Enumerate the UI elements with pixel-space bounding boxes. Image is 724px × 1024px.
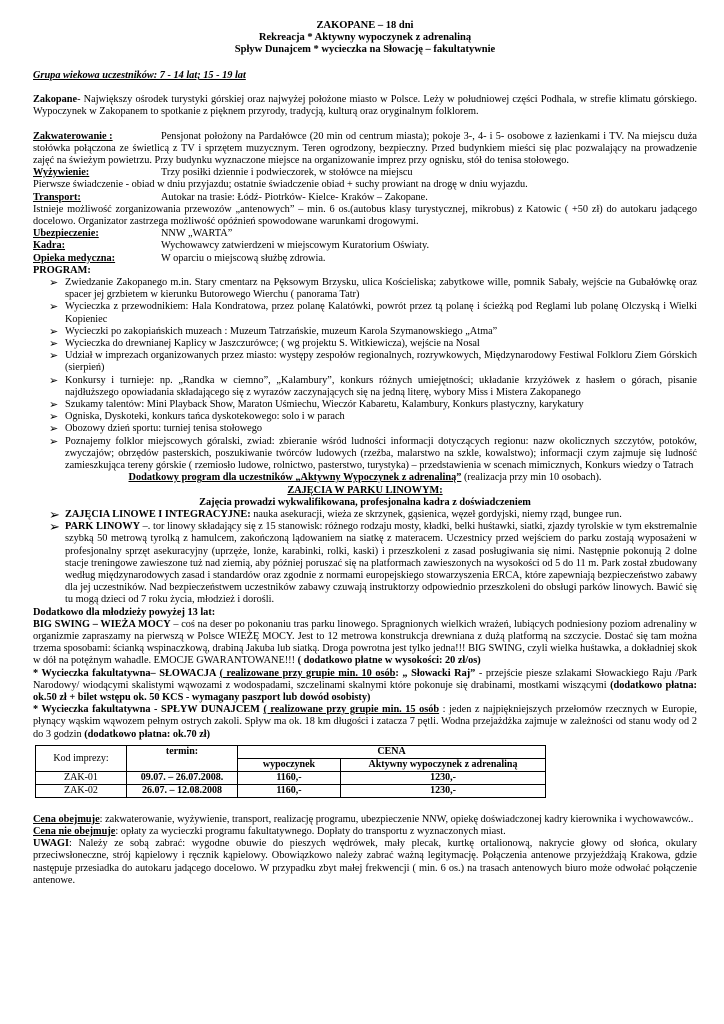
price-excludes: Cena nie obejmuje: opłaty za wycieczki programu fakultatywnego. Dopłaty do transportu z wyznaczonych miast. xyxy=(33,825,506,837)
transport-text: Autokar na trasie: Łódź- Piotrków- Kielce- Kraków – Zakopane. xyxy=(161,191,428,203)
arrow-bullet-icon: ➢ xyxy=(49,277,59,290)
list-item: ➢ ZAJĘCIA LINOWE I INTEGRACYJNE: nauka asekuracji, wieża ze skrzynek, gąsienica, węzeł gordyjski, niemy rząd, bungee run. xyxy=(49,506,622,522)
insurance-row xyxy=(33,228,697,240)
transport-label: Transport: xyxy=(33,191,81,203)
arrow-bullet-icon: ➢ xyxy=(49,350,59,363)
table-header-row xyxy=(36,745,546,758)
program-label: PROGRAM: xyxy=(33,264,91,276)
arrow-bullet-icon: ➢ xyxy=(49,519,60,535)
medical-row xyxy=(33,253,697,265)
insurance-label: Ubezpieczenie: xyxy=(33,228,99,240)
intro-paragraph xyxy=(33,94,697,118)
col-term-header: termin: xyxy=(127,745,238,771)
age-group: Grupa wiekowa uczestników: 7 - 14 lat; 15 - 19 lat xyxy=(33,70,246,81)
arrow-bullet-icon: ➢ xyxy=(49,435,59,448)
arrow-bullet-icon: ➢ xyxy=(49,325,59,338)
food-text: Trzy posiłki dziennie i podwieczorek, w stołówce na miejscu xyxy=(161,167,413,179)
intro-text: - Największy ośrodek turystyki górskiej oraz najwyżej położone miasto w Polsce. Leży w południowej części Podhala, w strefie klimatu górskiego. Wypoczynek w Zakopanem to spotkanie z pięknem przyrody, tradycją, kulturą oraz oryginalnym folklorem. xyxy=(33,94,697,118)
food-label: Wyżywienie: xyxy=(33,167,90,179)
accommodation-label: Zakwaterowanie : xyxy=(33,130,113,142)
page-title: ZAKOPANE – 18 dni xyxy=(316,20,414,31)
arrow-bullet-icon: ➢ xyxy=(49,301,59,314)
list-item: ➢ Szukamy talentów: Mini Playback Show, Maraton Uśmiechu, Wieczór Kabaretu, Kalambury, Konkurs plastyczny, karykatury xyxy=(49,399,584,412)
extra-program-line xyxy=(33,472,697,484)
list-item: ➢ Poznajemy folklor miejscowych góralski, zwiad: zbieranie wśród ludności informacji dotyczących regionu: nazw okolicznych szczytów, potoków, zwyczajów; obrzędów pasterskich, poszukiwanie twórców ludowych (rzeźba, malarstwo na szkle, kowalstwo); informacji czym zajmuje się ludność zamieszkująca tereny górskie ( rzemiosło ludowe, rolnictwo, pasterstwo, turystyka) – przedstawienia w scenach mimicznych, Konkurs wiedzy o Tatrach xyxy=(49,435,697,472)
rope-park-title: ZAJĘCIA W PARKU LINOWYM: xyxy=(287,484,443,496)
bigswing-paragraph: BIG SWING – WIEŻA MOCY – coś na deser po pokonaniu tras parku linowego. Spragnionych wielkich wrażeń, lubiących podniesiony poziom adrenaliny w organizmie zapraszamy na pierwszą w Polsce WIEŻĘ MOCY. Jest to 12 metrowa konstrukcja drewniana z dużą platformą na szczycie. Dostać się tam można trzema sposobami: ścianką wspinaczkową, drabiną Jakuba lub siatką. Droga powrotna jest tylko jedna!!! BIG SWING, czyli wielka huśtawka, a dokładniej skok w dół na potężnym wahadle. EMOCJE GWARANTOWANE!!! ( dodatkowo płatne w wysokości: 20 zł/os) xyxy=(33,618,697,667)
page-subtitle-2: Spływ Dunajcem * wycieczka na Słowację – fakultatywnie xyxy=(234,44,496,55)
price-table xyxy=(35,745,546,798)
list-item: ➢ Zwiedzanie Zakopanego m.in. Stary cmentarz na Pęksowym Brzysku, ulica Kościeliska; zabytkowe wille, pomnik Sabały, wejście na Gubałówkę oraz spacer jej grzbietem w kierunku Butorowego Wierchu ( panorama Tatr) xyxy=(49,277,697,301)
rafting-paragraph: * Wycieczka fakultatywna - SPŁYW DUNAJCEM ( realizowane przy grupie min. 15 osób : jeden z najpiękniejszych przełomów rzecznych w Europie, płynący wąskim wąwozem pełnym ostrych zakoli. Spływ ma ok. 18 km długości i zatacza 7 pętli. Wodna przejażdżka zajmuje w zależności od stanu wody od 2 do 3 godzin (dodatkowo płatna: ok.70 zł) xyxy=(33,704,697,740)
food-row xyxy=(33,167,697,179)
arrow-bullet-icon: ➢ xyxy=(49,411,59,424)
arrow-bullet-icon: ➢ xyxy=(49,423,59,436)
col-price-header: CENA xyxy=(238,745,546,758)
rope-park-list xyxy=(33,506,697,607)
accommodation-section xyxy=(33,131,697,168)
accommodation-text: Pensjonat położony na Pardałówce (20 min od centrum miasta); pokoje 3-, 4- i 5- osobowe z łazienkami i TV. Na miejscu duża stołówka połączona ze świetlicą z TV i sprzętem muzycznym. Teren ogrodzony, bezpieczny. Przed budynkiem mieści się plac pozwalający na prowadzenie zajęć na świeżym powietrzu. Przy budynku wyznaczone miejsce na organizowanie imprez przy ognisku, stół do tenisa stołowego. xyxy=(33,130,697,167)
rope-park-subtitle: Zajęcia prowadzi wykwalifikowana, profesjonalna kadra z doświadczeniem xyxy=(199,496,531,508)
staff-text: Wychowawcy zatwierdzeni w miejscowym Kuratorium Oświaty. xyxy=(161,240,430,252)
col-active-header: Aktywny wypoczynek z adrenaliną xyxy=(341,758,546,771)
slovakia-paragraph: * Wycieczka fakultatywna– SŁOWACJA ( realizowane przy grupie min. 10 osób: „ Słowacki Raj” - przejście piesze szlakami Słowackiego Raju /Park Narodowy/ wiodącymi skalistymi wąwozami z wodospadami, szczelinami skalnymi które pokonuje się drabinami, mostkami wiszącymi (dodatkowo płatna: ok.50 zł + bilet wstępu ok. 50 KCS - wymagany paszport lub dowód osobisty) xyxy=(33,667,697,703)
col-rest-header: wypoczynek xyxy=(238,758,341,771)
document-page xyxy=(33,20,697,887)
list-item: ➢ Wycieczki po zakopiańskich muzeach : Muzeum Tatrzańskie, muzeum Karola Szymanowskiego „Atma” xyxy=(49,325,498,338)
list-item: ➢ PARK LINOWY –. tor linowy składający się z 15 stanowisk: różnego rodzaju mosty, kładki, belki huśtawki, siatki, zjazdy tyrolskie w tym ekstremalnie szybką 50 metrową tyrolką z hamulcem, zakończoną lądowaniem na siatkę z materacem. Uczestnicy przed wejściem do parku zostają wyposażeni w profesjonalny sprzęt asekuracyjny (uprzęże, lonże, karabinki, rolki, kaski) i przeszkoleni z zasad posługiwania się nimi. Następnie pokonują 2 dolne stacje treningowe zawieszone tuż nad ziemią, aby później poruszać się na platformach zawieszonych na wysokości od 5 do 11 m. Park został zbudowany według międzynarodowych zasad i standardów oraz zgodnie z normami europejskiego stowarzyszenia ERCA, które zapewniają bezpieczeństwo zabawy dla jej uczestników. Nad bezpieczeństwem uczestników zabawy czuwają instruktorzy odpowiednio przeszkoleni do obsługi parków linowych. Bawić się tu mogą dzieci od 7 roku życia, młodzież i dorośli. xyxy=(49,519,697,606)
insurance-text: NNW „WARTA” xyxy=(161,228,233,240)
medical-label: Opieka medyczna: xyxy=(33,252,116,264)
list-item: ➢ Obozowy dzień sportu: turniej tenisa stołowego xyxy=(49,423,263,436)
notes: UWAGI: Należy ze sobą zabrać: wygodne obuwie do pieszych wędrówek, mały plecak, kurtkę ortalionową, nakrycie głowy od słońca, okulary przeciwsłoneczne, strój kąpielowy i ręcznik kąpielowy. Obowiązkowo należy zabrać ważną legitymację. Połączenia antenowe przyjeżdżają Krakowa, gdzie następuje przesiadka do autokaru jadącego docelowo. W przypadku zbyt małej frekwencji ( min. 6 os.) na trasach antenowych biuro może odwołać połączenie antenowe. xyxy=(33,838,697,886)
list-item: ➢ Udział w imprezach organizowanych przez miasto: występy zespołów regionalnych, rozrywkowych, Międzynarodowy Festiwal Folkloru Ziem Górskich (sierpień) xyxy=(49,350,697,374)
extra-program-note: (realizacja przy min 10 osobach). xyxy=(461,472,602,484)
staff-row xyxy=(33,240,697,252)
arrow-bullet-icon: ➢ xyxy=(49,338,59,351)
transport-text-2: Istnieje możliwość zorganizowania przewozów „antenowych” – min. 6 os.(autobus klasy turystycznej, mikrobus) z Katowic ( +50 zł) do autokaru jadącego docelowo. Organizator zastrzega możliwość opóźnień spowodowane warunkami drogowymi. xyxy=(33,203,697,228)
extra-program-title: Dodatkowy program dla uczestników „Aktywny Wypoczynek z adrenaliną” xyxy=(128,472,462,484)
transport-row xyxy=(33,192,697,204)
food-text-2: Pierwsze świadczenie - obiad w dniu przyjazdu; ostatnie świadczenie obiad + suchy prowiant na drogę w dniu wyjazdu. xyxy=(33,179,528,191)
arrow-bullet-icon: ➢ xyxy=(49,399,59,412)
col-code-header: Kod imprezy: xyxy=(36,745,127,771)
list-item: ➢ Ogniska, Dyskoteki, konkurs tańca dyskotekowego: solo i w parach xyxy=(49,411,345,424)
arrow-bullet-icon: ➢ xyxy=(49,374,59,387)
table-row: ZAK-02 26.07. – 12.08.2008 1160,- 1230,- xyxy=(36,784,546,797)
arrow-bullet-icon: ➢ xyxy=(49,506,60,522)
program-list xyxy=(33,277,697,472)
list-item: ➢ Konkursy i turnieje: np. „Randka w ciemno”, „Kalambury”, konkurs różnych umiejętności; układanie krzyżówek z hasłem o górach, pisanie najdłuższego opowiadania składającego się z wyrazów zaczynających się na jedną literę, wybory Miss i Mistera Zakopanego xyxy=(49,374,697,398)
price-includes: Cena obejmuje: zakwaterowanie, wyżywienie, transport, realizację programu, ubezpieczenie NNW, opiekę doświadczonej kadry kierownika i wychowawców.. xyxy=(33,813,694,825)
staff-label: Kadra: xyxy=(33,240,66,252)
table-row: ZAK-01 09.07. – 26.07.2008. 1160,- 1230,- xyxy=(36,771,546,784)
list-item: ➢ Wycieczka do drewnianej Kaplicy w Jaszczurówce; ( wg projektu S. Witkiewicza), wejście na Nosal xyxy=(49,338,480,351)
youth-heading: Dodatkowo dla młodzieży powyżej 13 lat: xyxy=(33,606,216,618)
medical-text: W oparciu o miejscową służbę zdrowia. xyxy=(161,252,326,264)
list-item: ➢ Wycieczka z przewodnikiem: Hala Kondratowa, przez polanę Kalatówki, powrót przez tą polanę i ścieżką pod Reglami lub polanę Olczyską i Wielki Kopieniec xyxy=(49,301,697,325)
page-subtitle-1: Rekreacja * Aktywny wypoczynek z adrenaliną xyxy=(258,32,472,43)
intro-label: Zakopane xyxy=(33,94,78,106)
